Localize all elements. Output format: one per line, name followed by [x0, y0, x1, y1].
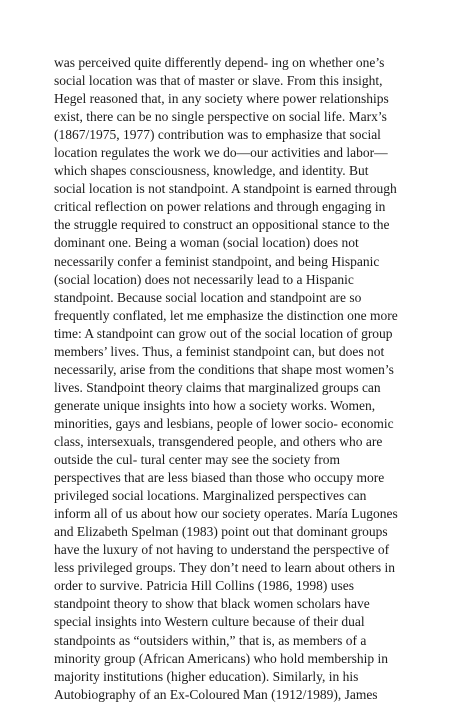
text-line: (social location) does not necessarily lead to a Hispanic: [54, 271, 354, 287]
text-line: minorities, gays and lesbians, people of lower socio- economic: [54, 415, 394, 431]
text-line: minority group (African Americans) who hold membership in: [54, 650, 389, 666]
text-line: and Elizabeth Spelman (1983) point out that dominant groups: [54, 524, 388, 540]
text-line: majority institutions (higher education). Similarly, in his: [54, 668, 359, 684]
text-line: frequently conflated, let me emphasize the distinction one more: [54, 307, 398, 323]
text-line: order to survive. Patricia Hill Collins (1986, 1998) uses: [54, 578, 354, 594]
text-line: critical reflection on power relations and through engaging in: [54, 199, 386, 215]
text-line: perspectives that are less biased than those who occupy more: [54, 470, 385, 486]
text-line: exist, there can be no single perspective on social life. Marx’s: [54, 109, 387, 125]
text-line: location regulates the work we do—our activities and labor—: [54, 145, 388, 161]
text-line: the struggle required to construct an oppositional stance to the: [54, 217, 390, 233]
text-line: which shapes consciousness, knowledge, and identity. But: [54, 163, 369, 179]
text-line: less privileged groups. They don’t need to learn about others in: [54, 560, 396, 576]
text-line: lives. Standpoint theory claims that marginalized groups can: [54, 379, 381, 395]
text-line: necessarily, arise from the conditions that shape most women’s: [54, 361, 394, 377]
text-line: special insights into Western culture because of their dual: [54, 614, 365, 630]
text-line: time: A standpoint can grow out of the social location of group: [54, 325, 393, 341]
text-line: outside the cul- tural center may see the society from: [54, 452, 341, 468]
text-line: members’ lives. Thus, a feminist standpoint can, but does not: [54, 343, 385, 359]
text-line: was perceived quite differently depend- ing on whether one’s: [54, 55, 385, 70]
text-line: standpoints as “outsiders within,” that is, as members of a: [54, 632, 367, 648]
text-line: necessarily confer a feminist standpoint, and being Hispanic: [54, 253, 380, 269]
text-line: have the luxury of not having to understand the perspective of: [54, 542, 390, 558]
text-line: standpoint theory to show that black women scholars have: [54, 596, 370, 612]
body-text: [54, 54, 434, 704]
text-line: class, intersexuals, transgendered people, and others who are: [54, 433, 383, 449]
text-line: standpoint. Because social location and standpoint are so: [54, 289, 362, 305]
text-line: privileged social locations. Marginalized perspectives can: [54, 488, 367, 504]
text-line: social location is not standpoint. A standpoint is earned through: [54, 181, 397, 197]
text-line: Autobiography of an Ex-Coloured Man (1912/1989), James: [54, 686, 378, 702]
text-line: inform all of us about how our society operates. María Lugones: [54, 506, 398, 522]
text-line: dominant one. Being a woman (social location) does not: [54, 235, 359, 251]
text-line: Hegel reasoned that, in any society where power relationships: [54, 91, 389, 107]
text-line: social location was that of master or slave. From this insight,: [54, 73, 383, 89]
text-line: (1867/1975, 1977) contribution was to emphasize that social: [54, 127, 381, 143]
text-line: generate unique insights into how a society works. Women,: [54, 397, 376, 413]
